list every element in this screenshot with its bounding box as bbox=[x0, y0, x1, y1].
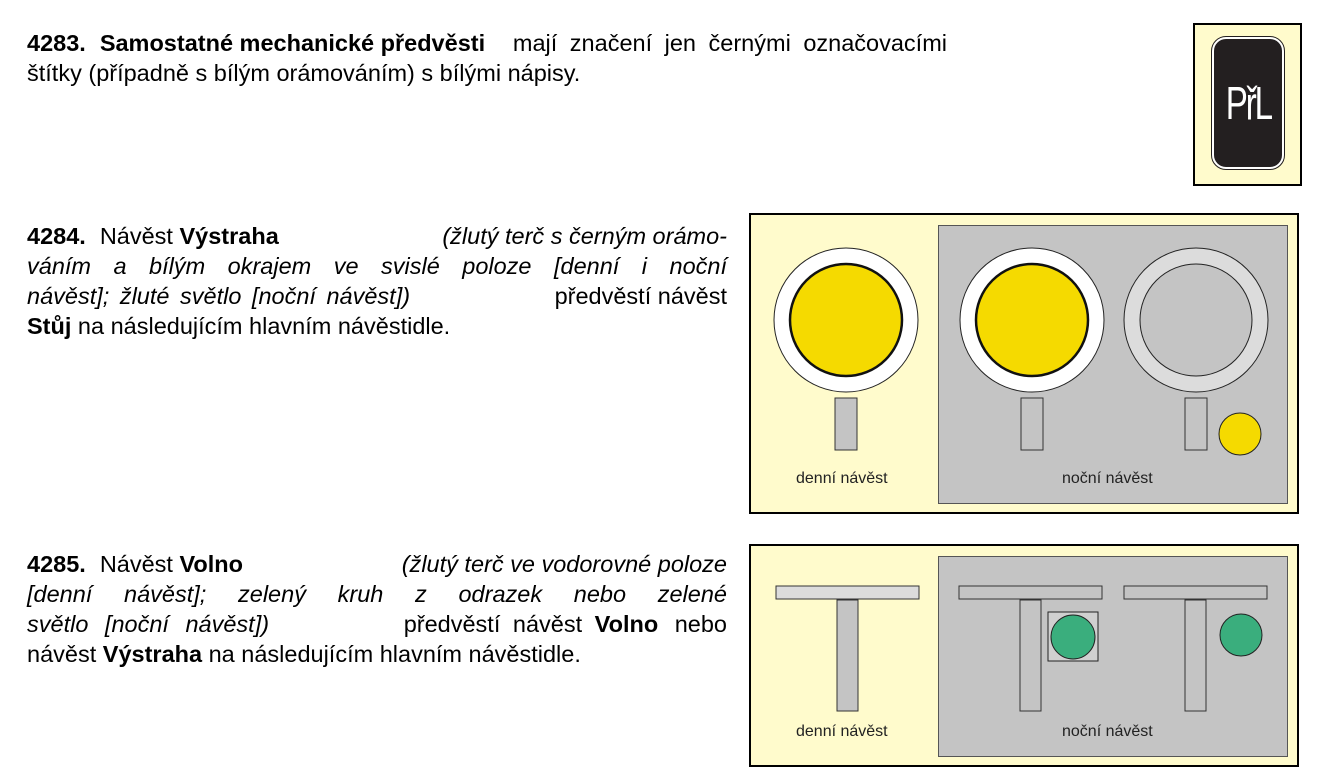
text-segment: předvěstí návěst bbox=[403, 611, 595, 637]
article-4283 bbox=[27, 28, 947, 88]
sign-plate-icon bbox=[1193, 23, 1302, 186]
yellow-disc-vertical-icon bbox=[774, 248, 918, 450]
warning-figure bbox=[749, 213, 1299, 514]
italic-segment: návěst]; žluté světlo [noční návěst]) bbox=[27, 283, 411, 309]
article-4285-line-3 bbox=[27, 609, 727, 639]
day-caption: denní návěst bbox=[796, 470, 888, 487]
article-number: 4284. bbox=[27, 223, 86, 249]
article-4284-line-1 bbox=[27, 221, 727, 251]
article-number: 4283. bbox=[27, 30, 86, 56]
bold-term: Volno bbox=[179, 551, 244, 577]
italic-segment: (žlutý terč s černým orámo- bbox=[442, 223, 727, 249]
bold-term: Stůj bbox=[27, 313, 72, 339]
article-4283-line-1 bbox=[27, 28, 947, 58]
post bbox=[837, 600, 858, 711]
green-reflector bbox=[1051, 615, 1095, 659]
bold-term: Výstraha bbox=[102, 641, 203, 667]
post bbox=[1185, 600, 1206, 711]
italic-segment: váním a bílým okrajem ve svislé poloze [denní i noční bbox=[27, 253, 727, 279]
yellow-disc bbox=[790, 264, 902, 376]
post bbox=[1020, 600, 1041, 711]
text-segment: předvěstí návěst bbox=[554, 283, 727, 309]
text-segment: návěst bbox=[27, 641, 103, 667]
horizontal-bar bbox=[1124, 586, 1267, 599]
article-4285-line-2 bbox=[27, 579, 727, 609]
horizontal-bar bbox=[776, 586, 919, 599]
green-light bbox=[1220, 614, 1262, 656]
night-caption: noční návěst bbox=[1062, 723, 1153, 740]
yellow-light-icon bbox=[1219, 413, 1261, 455]
night-caption: noční návěst bbox=[1062, 470, 1153, 487]
plate-label-box bbox=[1212, 37, 1284, 169]
bold-term: Volno bbox=[594, 611, 659, 637]
horizontal-disc-icon bbox=[776, 586, 919, 711]
article-4284 bbox=[27, 221, 727, 341]
bold-term: Samostatné mechanické předvěsti bbox=[99, 30, 486, 56]
article-4284-line-4 bbox=[27, 311, 727, 341]
yellow-disc bbox=[976, 264, 1088, 376]
italic-segment: (žlutý terč ve vodorovné poloze bbox=[401, 551, 727, 577]
article-4285-line-4 bbox=[27, 639, 727, 669]
article-4285-line-1 bbox=[27, 549, 727, 579]
green-reflector-icon bbox=[959, 586, 1102, 711]
article-4284-line-3 bbox=[27, 281, 727, 311]
text-segment: nebo bbox=[658, 611, 727, 637]
article-4284-line-2 bbox=[27, 251, 727, 281]
text-segment: na následujícím hlavním návěstidle. bbox=[202, 641, 581, 667]
post bbox=[1185, 398, 1207, 450]
yellow-disc-night-icon bbox=[960, 248, 1104, 450]
text-segment: Návěst bbox=[99, 223, 180, 249]
ring-inner bbox=[1140, 264, 1252, 376]
article-4285 bbox=[27, 549, 727, 669]
article-number: 4285. bbox=[27, 551, 86, 577]
post bbox=[1021, 398, 1043, 450]
bold-term: Výstraha bbox=[179, 223, 279, 249]
text-segment: na následujícím hlavním návěstidle. bbox=[71, 313, 451, 339]
article-4283-line-2: štítky (případně s bílým orámováním) s bílými nápisy. bbox=[27, 60, 581, 86]
day-caption: denní návěst bbox=[796, 723, 888, 740]
text-segment: Návěst bbox=[99, 551, 180, 577]
text-segment: mají značení jen černými označovacími bbox=[512, 30, 947, 56]
post bbox=[835, 398, 857, 450]
horizontal-bar bbox=[959, 586, 1102, 599]
clear-figure bbox=[749, 544, 1299, 767]
green-light-icon bbox=[1124, 586, 1267, 711]
italic-segment: [denní návěst]; zelený kruh z odrazek nebo zelené bbox=[27, 581, 727, 607]
italic-segment: světlo [noční návěst]) bbox=[27, 611, 270, 637]
plate-label: PřL bbox=[1225, 77, 1271, 129]
